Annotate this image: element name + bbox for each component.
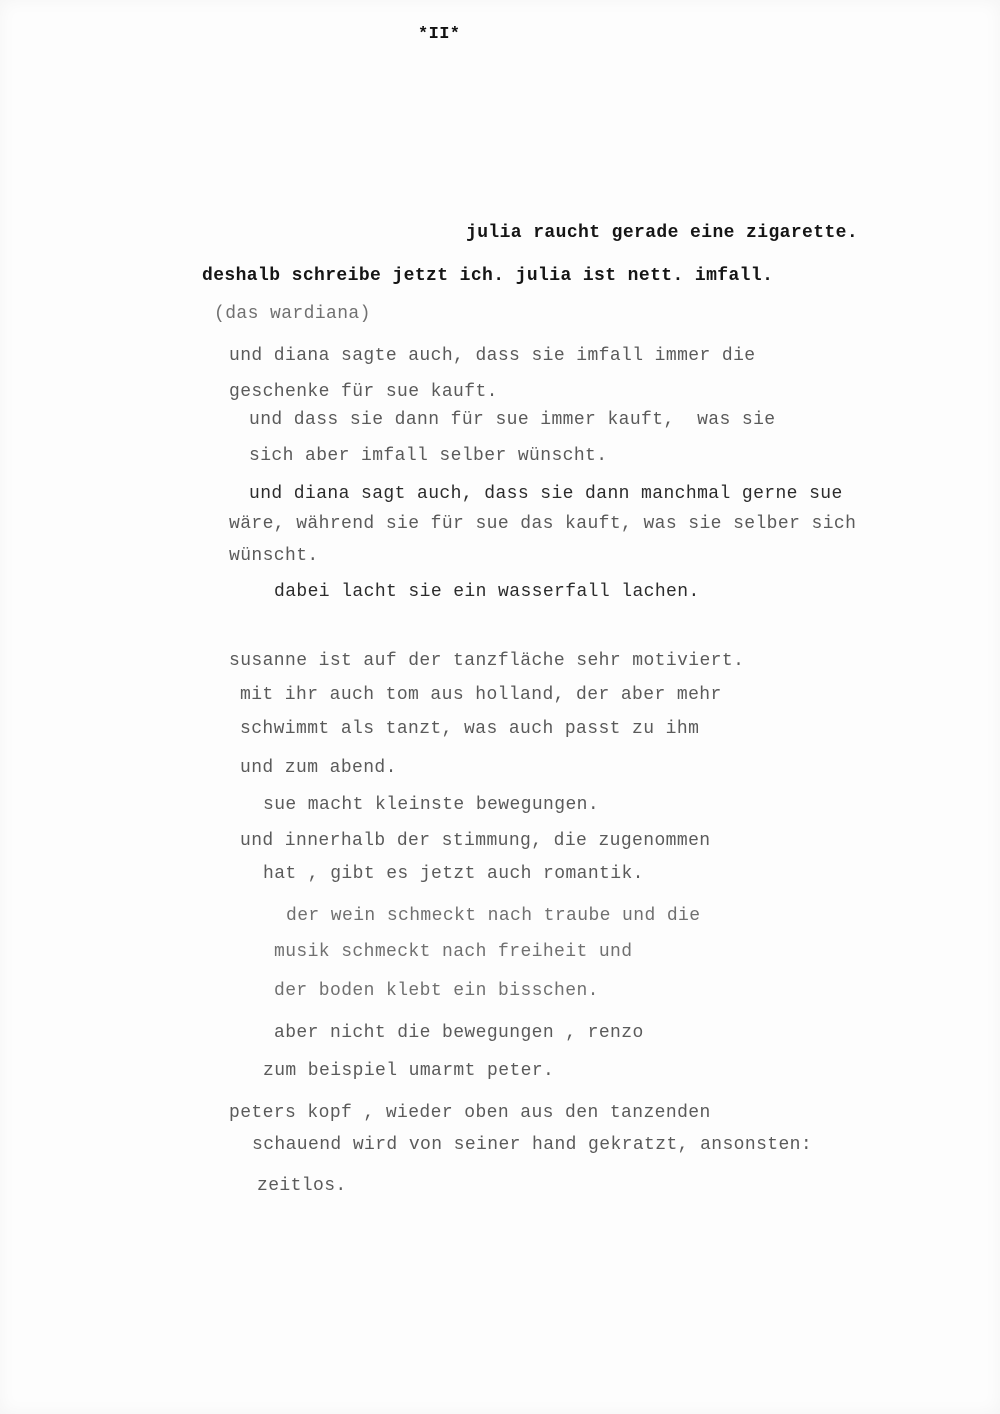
text-line: mit ihr auch tom aus holland, der aber mehr	[240, 685, 722, 705]
text-line: und dass sie dann für sue immer kauft, was sie	[249, 410, 776, 430]
text-line: wäre, während sie für sue das kauft, was sie selber sich	[229, 514, 857, 534]
text-line: zum beispiel umarmt peter.	[263, 1061, 555, 1081]
text-line: musik schmeckt nach freiheit und	[274, 942, 633, 962]
text-line: (das wardiana)	[214, 304, 371, 324]
text-line: und diana sagt auch, dass sie dann manchmal gerne sue	[249, 484, 843, 504]
text-line: der boden klebt ein bisschen.	[274, 981, 599, 1001]
text-line: schauend wird von seiner hand gekratzt, ansonsten:	[252, 1135, 813, 1155]
text-line: julia raucht gerade eine zigarette.	[466, 223, 859, 243]
text-line: wünscht.	[229, 546, 319, 566]
text-line: deshalb schreibe jetzt ich. julia ist nett. imfall.	[202, 266, 774, 286]
text-line: und zum abend.	[240, 758, 397, 778]
text-line: peters kopf , wieder oben aus den tanzenden	[229, 1103, 711, 1123]
text-line: zeitlos.	[257, 1176, 347, 1196]
text-line: und innerhalb der stimmung, die zugenommen	[240, 831, 711, 851]
text-line: susanne ist auf der tanzfläche sehr motiviert.	[229, 651, 745, 671]
text-line: aber nicht die bewegungen , renzo	[274, 1023, 644, 1043]
text-line: hat , gibt es jetzt auch romantik.	[263, 864, 644, 884]
text-line: sue macht kleinste bewegungen.	[263, 795, 600, 815]
text-line: und diana sagte auch, dass sie imfall immer die	[229, 346, 756, 366]
text-line: der wein schmeckt nach traube und die	[286, 906, 701, 926]
text-line: geschenke für sue kauft.	[229, 382, 498, 402]
text-line: sich aber imfall selber wünscht.	[249, 446, 608, 466]
text-line: schwimmt als tanzt, was auch passt zu ihm	[240, 719, 700, 739]
page-number: *II*	[418, 25, 461, 44]
text-line: dabei lacht sie ein wasserfall lachen.	[274, 582, 700, 602]
